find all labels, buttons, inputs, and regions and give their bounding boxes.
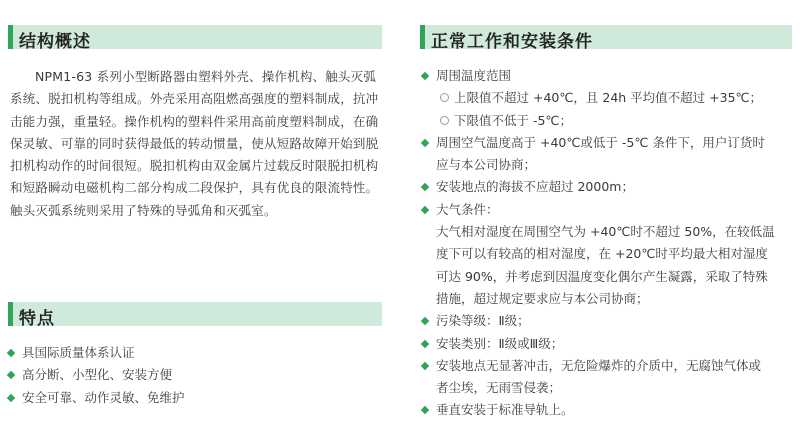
section-title-conditions: 正常工作和安装条件: [431, 32, 593, 52]
diamond-bullet-icon: [7, 349, 15, 357]
atmosphere-line: [420, 243, 796, 265]
feature-text: 具国际质量体系认证: [22, 345, 135, 360]
atmosphere-line: [420, 266, 796, 288]
condition-text: 可达 90%，并考虑到因温度变化偶尔产生凝露，采取了特殊: [436, 268, 768, 284]
atmosphere-line: [420, 221, 796, 243]
feature-text: 高分断、小型化、安装方便: [22, 367, 173, 383]
condition-mounting: [420, 399, 796, 421]
condition-location-cont: [420, 377, 796, 399]
condition-order-note-cont: [420, 154, 796, 176]
section-title-structure: 结构概述: [19, 32, 91, 52]
diamond-bullet-icon: [7, 393, 15, 401]
conditions-list: [420, 65, 796, 422]
condition-atmosphere: [420, 199, 796, 221]
condition-location: [420, 355, 796, 377]
section-title-features: 特点: [19, 309, 55, 329]
diamond-bullet-icon: [421, 362, 429, 370]
condition-text: 度下可以有较高的相对湿度，在 +20℃时平均最大相对湿度: [436, 246, 768, 262]
condition-text: 下限值不低于 -5℃；: [454, 112, 572, 128]
section-header-structure: [8, 25, 382, 52]
diamond-bullet-icon: [421, 406, 429, 414]
structure-description: NPM1-63 系列小型断路器由塑料外壳、操作机构、触头灭弧系统、脱扣机构等组成。外壳采用高阻燃高强度的塑料制成，抗冲击能力强，重量轻。操作机构的塑料件采用高前度塑料制成，在确保灵敏、可靠的同时获得最低的转动惯量，使从短路故障开始到脱扣机构动作的时间很短。脱扣机构由双金属片过载反时限脱扣机构和短路瞬动电磁机构二部分构成二段保护，具有优良的限流特性。触头灭弧系统则采用了特殊的导弧角和灭弧室。: [10, 69, 379, 218]
condition-text: 应与本公司协商；: [436, 157, 537, 173]
condition-install-category: [420, 333, 796, 355]
diamond-bullet-icon: [421, 139, 429, 147]
diamond-bullet-icon: [421, 206, 429, 214]
condition-text: 措施，超过规定要求应与本公司协商；: [436, 290, 649, 306]
condition-text: 污染等级：Ⅱ级；: [436, 313, 530, 329]
condition-ambient-temp: [420, 65, 796, 87]
feature-item: [6, 387, 382, 409]
atmosphere-line: [420, 288, 796, 310]
diamond-bullet-icon: [7, 371, 15, 379]
condition-text: 大气条件：: [436, 201, 499, 217]
diamond-bullet-icon: [421, 339, 429, 347]
condition-text: 者尘埃，无雨雪侵袭；: [436, 380, 562, 396]
condition-text: 垂直安装于标准导轨上。: [436, 402, 574, 418]
condition-text: 安装地点无显著冲击，无危险爆炸的介质中，无腐蚀气体或: [436, 357, 762, 373]
condition-text: 上限值不超过 +40℃，且 24h 平均值不超过 +35℃；: [454, 90, 763, 106]
feature-item: [6, 364, 382, 386]
diamond-bullet-icon: [421, 317, 429, 325]
condition-pollution: [420, 310, 796, 332]
condition-temp-upper: [420, 87, 796, 109]
diamond-bullet-icon: [421, 72, 429, 80]
section-header-features: [8, 302, 382, 329]
condition-text: 大气相对湿度在周围空气为 +40℃时不超过 50%，在较低温: [436, 224, 775, 240]
feature-text: 安全可靠、动作灵敏、免维护: [22, 389, 185, 405]
feature-item: [6, 342, 382, 364]
condition-text: 安装类别：Ⅱ级或Ⅲ级；: [436, 335, 564, 351]
features-list: [6, 342, 382, 409]
condition-altitude: [420, 176, 796, 198]
diamond-bullet-icon: [421, 183, 429, 191]
circle-bullet-icon: [440, 116, 449, 125]
condition-text: 周围温度范围: [436, 68, 512, 83]
condition-order-note: [420, 132, 796, 154]
condition-temp-lower: [420, 110, 796, 132]
section-header-conditions: [420, 25, 792, 52]
condition-text: 安装地点的海拔不应超过 2000m；: [436, 179, 634, 195]
condition-text: 周围空气温度高于 +40℃或低于 -5℃ 条件下，用户订货时: [436, 134, 765, 150]
circle-bullet-icon: [440, 93, 449, 102]
